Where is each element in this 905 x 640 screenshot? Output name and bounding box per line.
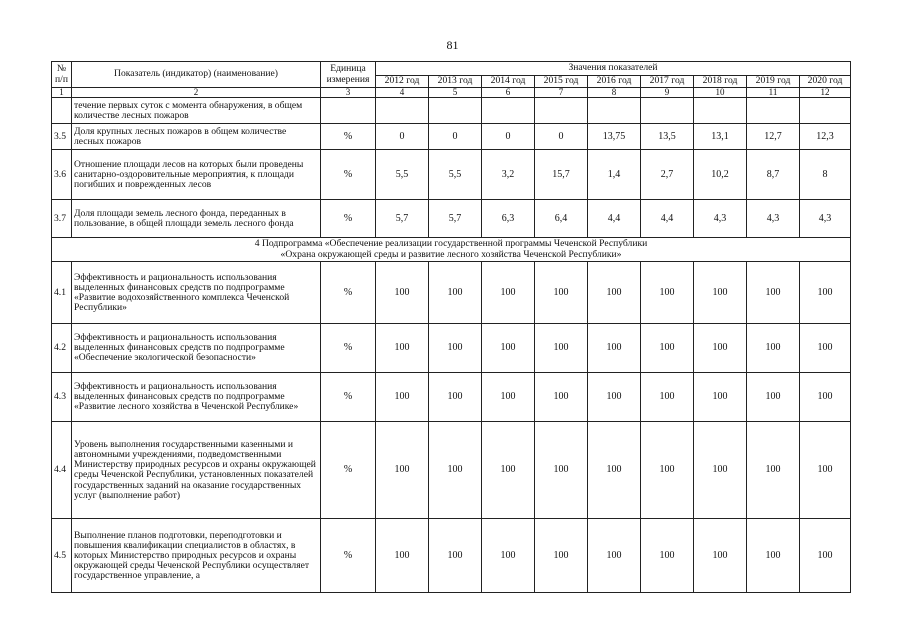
value: 100 xyxy=(747,262,800,324)
column-number: 2 xyxy=(72,88,321,98)
value: 100 xyxy=(588,262,641,324)
value: 100 xyxy=(800,422,851,519)
page-number: 81 xyxy=(446,38,459,52)
value: 100 xyxy=(535,324,588,373)
value: 100 xyxy=(694,262,747,324)
unit: % xyxy=(321,373,376,422)
value: 100 xyxy=(429,373,482,422)
value: 0 xyxy=(376,124,429,150)
value: 100 xyxy=(694,422,747,519)
value: 12,3 xyxy=(800,124,851,150)
indicator-name: течение первых суток с момента обнаружения, в общем количестве лесных пожаров xyxy=(72,98,321,124)
table-row xyxy=(52,262,851,324)
table-row xyxy=(52,324,851,373)
value: 1,4 xyxy=(588,150,641,200)
unit: % xyxy=(321,124,376,150)
value: 13,5 xyxy=(641,124,694,150)
value xyxy=(535,98,588,124)
column-number: 11 xyxy=(747,88,800,98)
row-number: 4.1 xyxy=(52,262,72,324)
value: 100 xyxy=(376,324,429,373)
header-indicator: Показатель (индикатор) (наименование) xyxy=(72,62,321,88)
column-number: 1 xyxy=(52,88,72,98)
value: 10,2 xyxy=(694,150,747,200)
row-number: 4.4 xyxy=(52,422,72,519)
indicator-name: Отношение площади лесов на которых были проведены санитарно-оздоровительные мероприятия, к площади погибших и поврежденных лесов xyxy=(72,150,321,200)
value xyxy=(588,98,641,124)
value: 100 xyxy=(747,324,800,373)
value: 4,4 xyxy=(641,200,694,238)
column-number: 5 xyxy=(429,88,482,98)
header-year: 2014 год xyxy=(482,76,535,88)
header-year: 2013 год xyxy=(429,76,482,88)
value: 100 xyxy=(482,519,535,593)
value: 100 xyxy=(800,373,851,422)
header-year: 2016 год xyxy=(588,76,641,88)
value: 100 xyxy=(588,422,641,519)
value: 6,4 xyxy=(535,200,588,238)
value: 100 xyxy=(482,422,535,519)
value xyxy=(694,98,747,124)
unit: % xyxy=(321,422,376,519)
table-row xyxy=(52,98,851,124)
value: 100 xyxy=(535,262,588,324)
value: 100 xyxy=(641,422,694,519)
value: 15,7 xyxy=(535,150,588,200)
row-number: 3.7 xyxy=(52,200,72,238)
value: 100 xyxy=(482,262,535,324)
value: 100 xyxy=(482,373,535,422)
column-number: 12 xyxy=(800,88,851,98)
indicator-name: Эффективность и рациональность использования выделенных финансовых средств по подпрограмме «Развитие лесного хозяйства в Чеченской Республике» xyxy=(72,373,321,422)
value: 100 xyxy=(641,324,694,373)
value: 0 xyxy=(482,124,535,150)
value: 100 xyxy=(588,324,641,373)
value: 2,7 xyxy=(641,150,694,200)
value: 0 xyxy=(429,124,482,150)
value: 100 xyxy=(800,324,851,373)
value: 100 xyxy=(429,519,482,593)
unit: % xyxy=(321,519,376,593)
table-row xyxy=(52,150,851,200)
value: 12,7 xyxy=(747,124,800,150)
header-no: № п/п xyxy=(52,62,72,88)
table-row xyxy=(52,124,851,150)
value: 13,1 xyxy=(694,124,747,150)
value: 100 xyxy=(641,262,694,324)
value: 100 xyxy=(429,262,482,324)
row-number: 4.2 xyxy=(52,324,72,373)
header-year: 2017 год xyxy=(641,76,694,88)
column-number: 3 xyxy=(321,88,376,98)
value: 4,3 xyxy=(694,200,747,238)
value: 100 xyxy=(588,373,641,422)
value xyxy=(747,98,800,124)
value: 100 xyxy=(800,519,851,593)
value: 3,2 xyxy=(482,150,535,200)
value: 100 xyxy=(588,519,641,593)
header-values: Значения показателей xyxy=(376,62,851,76)
value: 100 xyxy=(535,519,588,593)
value: 5,7 xyxy=(429,200,482,238)
column-number: 8 xyxy=(588,88,641,98)
table-row xyxy=(52,200,851,238)
value: 100 xyxy=(482,324,535,373)
column-number: 6 xyxy=(482,88,535,98)
value: 100 xyxy=(694,324,747,373)
value: 4,4 xyxy=(588,200,641,238)
value: 100 xyxy=(694,373,747,422)
unit: % xyxy=(321,200,376,238)
value: 4,3 xyxy=(800,200,851,238)
indicator-name: Уровень выполнения государственными казенными и автономными учреждениями, подведомственными Министерству природных ресурсов и охраны окружающей среды Чеченской Республики, установленных показателей государственных заданий на оказание государственных услуг (выполнение работ) xyxy=(72,422,321,519)
indicator-name: Выполнение планов подготовки, переподготовки и повышения квалификации специалистов в областях, в которых Министерство природных ресурсов и охраны окружающей среды Чеченской Республики осуществляет государственное управление, а xyxy=(72,519,321,593)
value: 100 xyxy=(376,422,429,519)
value: 100 xyxy=(747,373,800,422)
header-year: 2012 год xyxy=(376,76,429,88)
value: 100 xyxy=(535,373,588,422)
unit: % xyxy=(321,262,376,324)
column-number: 10 xyxy=(694,88,747,98)
indicator-name: Эффективность и рациональность использования выделенных финансовых средств по подпрограмме «Развитие водохозяйственного комплекса Чеченской Республики» xyxy=(72,262,321,324)
table-row xyxy=(52,519,851,593)
section-title-line1: 4 Подпрограмма «Обеспечение реализации государственной программы Чеченской Республики xyxy=(254,238,648,250)
value xyxy=(641,98,694,124)
value: 8,7 xyxy=(747,150,800,200)
header-year: 2018 год xyxy=(694,76,747,88)
value: 6,3 xyxy=(482,200,535,238)
column-number: 4 xyxy=(376,88,429,98)
value xyxy=(429,98,482,124)
unit: % xyxy=(321,324,376,373)
indicators-table xyxy=(51,61,851,593)
value: 8 xyxy=(800,150,851,200)
column-number: 9 xyxy=(641,88,694,98)
header-unit: Единица измерения xyxy=(321,62,376,88)
unit: % xyxy=(321,150,376,200)
row-number: 3.6 xyxy=(52,150,72,200)
row-number: 3.5 xyxy=(52,124,72,150)
section-title-line2: «Охрана окружающей среды и развитие лесного хозяйства Чеченской Республики» xyxy=(280,248,622,260)
header-year: 2019 год xyxy=(747,76,800,88)
value: 4,3 xyxy=(747,200,800,238)
indicator-name: Доля крупных лесных пожаров в общем количестве лесных пожаров xyxy=(72,124,321,150)
value: 100 xyxy=(800,262,851,324)
value: 100 xyxy=(641,519,694,593)
value: 100 xyxy=(429,324,482,373)
value: 13,75 xyxy=(588,124,641,150)
row-number xyxy=(52,98,72,124)
row-number: 4.5 xyxy=(52,519,72,593)
value: 100 xyxy=(535,422,588,519)
value xyxy=(376,98,429,124)
unit xyxy=(321,98,376,124)
column-number: 7 xyxy=(535,88,588,98)
value: 100 xyxy=(641,373,694,422)
value: 100 xyxy=(747,422,800,519)
indicator-name: Эффективность и рациональность использования выделенных финансовых средств по подпрограмме «Обеспечение экологической безопасности» xyxy=(72,324,321,373)
value: 0 xyxy=(535,124,588,150)
value: 100 xyxy=(429,422,482,519)
indicator-name: Доля площади земель лесного фонда, переданных в пользование, в общей площади земель лесного фонда xyxy=(72,200,321,238)
row-number: 4.3 xyxy=(52,373,72,422)
table-row xyxy=(52,422,851,519)
value xyxy=(800,98,851,124)
value: 100 xyxy=(376,262,429,324)
section-row xyxy=(52,238,851,262)
header-year: 2020 год xyxy=(800,76,851,88)
header-year: 2015 год xyxy=(535,76,588,88)
section-title xyxy=(52,238,851,262)
table-row xyxy=(52,373,851,422)
value: 100 xyxy=(747,519,800,593)
value: 5,5 xyxy=(376,150,429,200)
value: 100 xyxy=(694,519,747,593)
value: 5,7 xyxy=(376,200,429,238)
value: 100 xyxy=(376,519,429,593)
value: 5,5 xyxy=(429,150,482,200)
value xyxy=(482,98,535,124)
value: 100 xyxy=(376,373,429,422)
